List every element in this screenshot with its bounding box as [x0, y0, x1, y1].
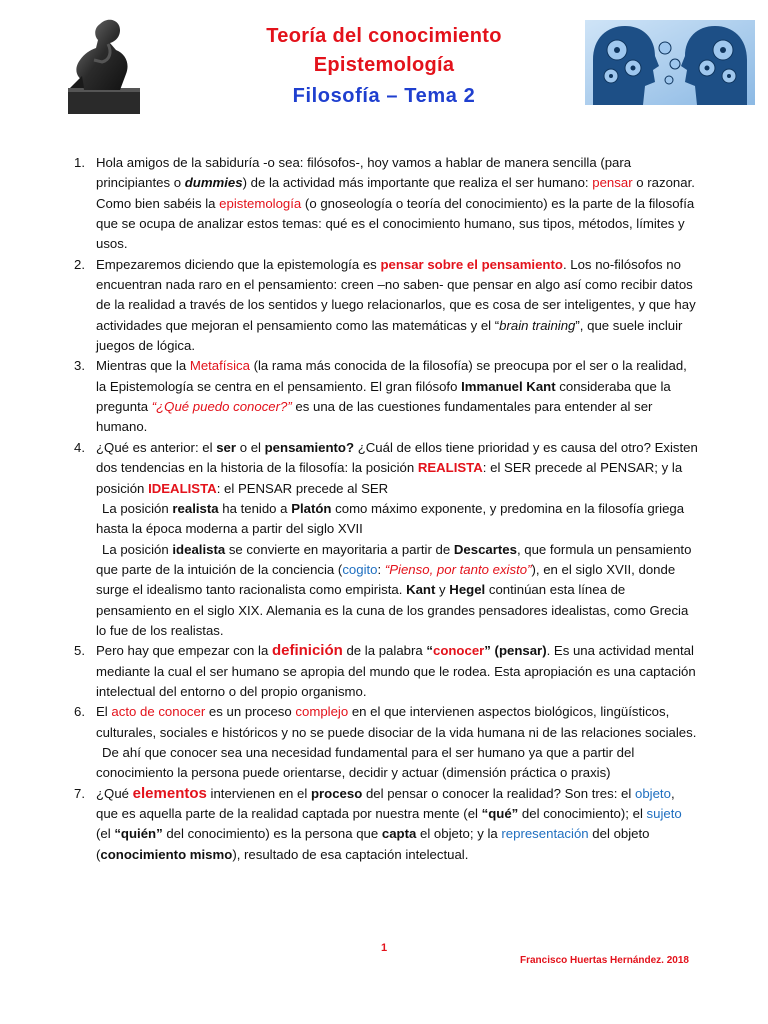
- gear-heads-image: [585, 20, 755, 105]
- text: ) de la actividad más importante que realiza el ser humano:: [242, 175, 593, 191]
- text-emph: proceso: [310, 785, 363, 801]
- text-emph: Hegel: [449, 582, 486, 598]
- text-highlight: Metafísica: [189, 358, 250, 374]
- text: como máximo exponente, y predomina en la filosofía griega hasta la época moderna a partir del siglo XVII: [96, 500, 685, 537]
- paragraph: De ahí que conocer sea una necesidad fundamental para el ser humano ya que a partir del conocimiento la persona puede orientarse, decidir y actuar (dimensión práctica o praxis): [96, 744, 635, 781]
- title-topic: Filosofía – Tema 2: [292, 85, 476, 107]
- text-highlight: “¿Qué puedo conocer?”: [151, 399, 292, 415]
- text: es una de las cuestiones fundamentales para entender al ser humano.: [96, 399, 653, 435]
- text: del conocimiento) es la persona que: [162, 826, 382, 842]
- text: o el: [236, 439, 265, 455]
- item-number: 7.: [74, 785, 85, 801]
- text: : el SER precede al PENSAR; y la posición: [96, 460, 683, 496]
- item-number: 5.: [74, 643, 85, 659]
- text: ¿Qué es anterior: el: [96, 439, 217, 455]
- text: :: [377, 561, 385, 577]
- text: , que es aquella parte de la realidad captada por nuestra mente (el: [96, 785, 675, 821]
- text: o razonar. Como bien sabéis la: [96, 175, 695, 211]
- text-highlight: acto de conocer: [111, 704, 206, 720]
- text: continúan esta línea de pensamiento en el siglo XIX. Alemania es la cuna de los grandes pensadores idealistas, como Grecia lo fue de los realistas.: [96, 582, 689, 638]
- text: intervienen en el: [206, 785, 311, 801]
- list-item: [60, 255, 700, 357]
- title-main: Teoría del conocimiento: [266, 25, 502, 47]
- text: ), en el siglo XVII, donde surge el idealismo tanto racionalista como empirista.: [96, 561, 676, 598]
- text: de la palabra: [342, 643, 427, 659]
- text: (el: [96, 826, 115, 842]
- text: ha tenido a: [218, 500, 292, 516]
- text: . Los no-filósofos no encuentran nada raro en el pensamiento: creen –no saben- que pensar en algo así como recibir datos de la realidad a través de los sentidos y luego relacionarlos, que es cosa de ser inteligentes, y que hay actividades que mejoran el pensamiento como las matemáticas y el “: [96, 256, 696, 333]
- numbered-list: [60, 153, 700, 865]
- page-header: [0, 0, 768, 120]
- title-sub: Epistemología: [313, 54, 455, 76]
- text: y: [435, 582, 450, 598]
- text-emph: pensamiento?: [264, 439, 355, 455]
- text-highlight: IDEALISTA: [148, 480, 217, 496]
- text-blue: sujeto: [646, 806, 682, 821]
- author-credit: Francisco Huertas Hernández. 2018: [520, 955, 689, 966]
- text-emph: dummies: [184, 175, 243, 191]
- item-number: 6.: [74, 704, 85, 720]
- text-emph: “: [426, 643, 433, 659]
- list-item: [60, 356, 700, 437]
- text: Pero hay que empezar con la: [96, 643, 272, 659]
- list-item: [60, 153, 700, 255]
- item-number: 2.: [74, 256, 85, 272]
- text-highlight: “Pienso, por tanto existo”: [384, 561, 532, 577]
- list-item: [60, 438, 700, 641]
- text-highlight: elementos: [132, 784, 207, 802]
- text: Mientras que la: [96, 358, 190, 374]
- text: es un proceso: [205, 704, 296, 720]
- text: ), resultado de esa captación intelectual.: [232, 846, 469, 862]
- text-emph: ” (pensar): [484, 643, 547, 659]
- text: el objeto; y la: [416, 826, 502, 842]
- text: consideraba que la pregunta: [96, 378, 671, 415]
- text-blue: objeto: [635, 785, 671, 801]
- text: (la rama más conocida de la filosofía) se preocupa por el ser o la realidad, la Epistemología se centra en el pensamiento. El gran filósofo: [96, 358, 687, 394]
- item-number: 1.: [74, 155, 85, 170]
- text-highlight: conocer: [432, 643, 485, 659]
- text-highlight: epistemología: [219, 195, 302, 211]
- text-emph: Platón: [291, 500, 332, 516]
- text: se convierte en mayoritaria a partir de: [225, 541, 454, 557]
- text-emph: conocimiento mismo: [100, 846, 233, 862]
- text-highlight: definición: [271, 642, 343, 660]
- text: La posición: [102, 500, 173, 516]
- text-blue: representación: [501, 826, 589, 842]
- text: ¿Cuál de ellos tiene prioridad y es causa del otro? Existen dos tendencias en la historia de la filosofía: la posición: [96, 439, 698, 476]
- text: (o gnoseología o teoría del conocimiento) es la parte de la filosofía que se ocupa de analizar estos temas: qué es el conocimiento humano, sus tipos, métodos, límites y usos.: [96, 195, 695, 252]
- text-highlight: complejo: [295, 704, 349, 720]
- text-emph: Descartes: [453, 541, 517, 557]
- text: El: [96, 704, 112, 720]
- text-highlight: pensar sobre el pensamiento: [380, 256, 563, 272]
- text: Empezaremos diciendo que la epistemología es: [96, 256, 381, 272]
- text: ”, que suele incluir juegos de lógica.: [96, 317, 683, 354]
- text-emph: ser: [216, 439, 237, 455]
- text: del conocimiento); el: [518, 806, 647, 821]
- text: . Es una actividad mental mediante la cual el ser humano se apropia del mundo que le rodea. Esta apropiación es una captación intelectual del entorno o del propio organismo.: [96, 643, 696, 699]
- text-emph: Immanuel Kant: [461, 378, 556, 394]
- text: , que formula un pensamiento que parte de la intuición de la conciencia (: [96, 541, 692, 577]
- text-emph: “quién”: [114, 826, 163, 842]
- list-item: [60, 702, 700, 783]
- list-item: [60, 641, 700, 702]
- text: en el que intervienen aspectos biológicos, lingüísticos, culturales, sociales e históricos y no se puede disociar de la vida humana ni de las relaciones sociales.: [96, 704, 697, 740]
- text-emph: idealista: [172, 541, 226, 557]
- text-emph: brain training: [499, 317, 576, 333]
- text: Hola amigos de la sabiduría -o sea: filósofos-, hoy vamos a hablar de manera sencilla (para principiantes o: [96, 155, 632, 191]
- list-item: [60, 784, 700, 865]
- text: ¿Qué: [96, 785, 133, 801]
- text-emph: capta: [381, 826, 417, 842]
- text: : el PENSAR precede al SER: [216, 480, 389, 496]
- text-emph: realista: [172, 500, 219, 516]
- text: La posición: [102, 541, 173, 557]
- item-number: 3.: [74, 358, 85, 374]
- text-highlight: pensar: [592, 175, 633, 191]
- thinker-statue-image: [60, 10, 150, 115]
- page-number: 1: [380, 942, 388, 954]
- text-blue: cogito: [342, 561, 378, 577]
- title-block: [150, 22, 618, 112]
- text: del pensar o conocer la realidad? Son tres: el: [362, 785, 635, 801]
- text-emph: “qué”: [481, 806, 519, 821]
- text-emph: Kant: [406, 582, 436, 598]
- item-number: 4.: [74, 439, 85, 455]
- text-highlight: REALISTA: [417, 460, 483, 476]
- text: del objeto (: [96, 826, 650, 862]
